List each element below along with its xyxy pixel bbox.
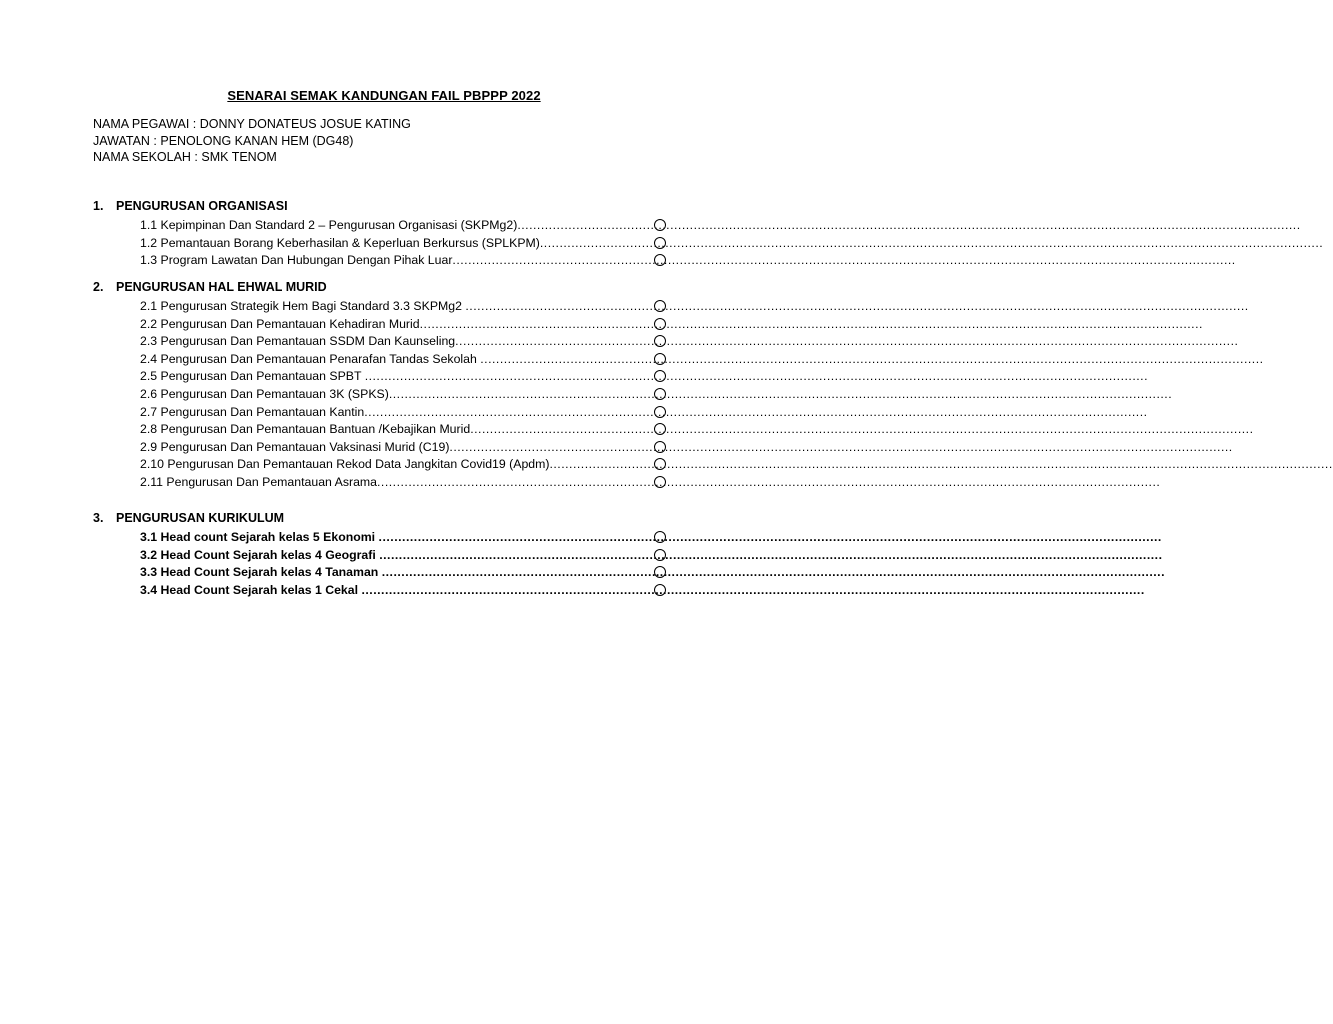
dotted-leader: ........................................................................................................................................................................................................ [452,253,1236,268]
checkbox-circle-icon[interactable] [654,531,666,543]
checkbox-circle-icon[interactable] [654,353,666,365]
checkbox-circle-icon[interactable] [654,406,666,418]
checklist-item-label: 3.3 Head Count Sejarah kelas 4 Tanaman [140,565,382,580]
checkbox-circle-icon[interactable] [654,584,666,596]
dotted-leader: ........................................................................................................................................................................................................ [381,565,1166,580]
dotted-leader: ........................................................................................................................................................................................................ [377,474,1161,489]
checklist-item-label: 2.7 Pengurusan Dan Pemantauan Kantin [140,404,365,419]
officer-info [93,116,411,166]
checklist-item-label: 2.5 Pengurusan Dan Pemantauan SPBT [140,369,365,384]
checklist-item-label: 2.8 Pengurusan Dan Pemantauan Bantuan /Kebajikan Murid [140,422,471,437]
dotted-leader: ........................................................................................................................................................................................................ [361,582,1145,597]
checklist-item [93,529,1162,547]
checklist-item [93,404,1148,422]
checkbox-circle-icon[interactable] [654,237,666,249]
checklist-item [93,439,1233,457]
checkbox-circle-icon[interactable] [654,300,666,312]
dotted-leader: ........................................................................................................................................................................................................ [517,218,1301,232]
checkbox-circle-icon[interactable] [654,318,666,330]
officer-name-line: NAMA PEGAWAI : DONNY DONATEUS JOSUE KATING [93,117,411,131]
checklist-item-label: 3.2 Head Count Sejarah kelas 4 Geografi [140,547,380,562]
checklist-item [93,333,1239,351]
dotted-leader: ........................................................................................................................................................................................................ [379,547,1163,562]
section-number: 1. [93,199,104,213]
dotted-leader: ........................................................................................................................................................................................................ [480,351,1264,366]
checklist-item-label: 2.6 Pengurusan Dan Pemantauan 3K (SPKS) [140,386,389,401]
checklist-item-label: 1.3 Program Lawatan Dan Hubungan Dengan Pihak Luar [140,253,453,268]
dotted-leader: ........................................................................................................................................................................................................ [388,386,1173,401]
checklist-item [93,368,1148,386]
checklist-item-label: 2.1 Pengurusan Strategik Hem Bagi Standard 3.3 SKPMg2 [140,299,466,313]
dotted-leader: ........................................................................................................................................................................................................ [378,530,1162,544]
section-title: PENGURUSAN KURIKULUM [116,511,285,525]
checklist-item-label: 3.4 Head Count Sejarah kelas 1 Cekal [140,582,362,597]
dotted-leader: ........................................................................................................................................................................................................ [539,235,1324,250]
checklist-item [93,474,1161,492]
dotted-leader: ........................................................................................................................................................................................................ [465,299,1249,313]
checklist-item [93,316,1203,334]
checklist-item-label: 2.4 Pengurusan Dan Pemantauan Penarafan Tandas Sekolah [140,351,481,366]
dotted-leader: ........................................................................................................................................................................................................ [364,404,1148,419]
checklist-item [93,351,1264,369]
checklist-item [93,547,1163,565]
checklist-item [93,235,1324,253]
checklist-item-label: 2.11 Pengurusan Dan Pemantauan Asrama [140,474,377,489]
section-pengurusan-hal-ehwal-murid [93,280,1333,492]
dotted-leader: ........................................................................................................................................................................................................ [364,369,1148,384]
section-heading [93,511,683,529]
checklist-item-label: 2.9 Pengurusan Dan Pemantauan Vaksinasi Murid (C19) [140,439,450,454]
dotted-leader: ........................................................................................................................................................................................................ [455,334,1239,349]
checklist-item [93,386,1173,404]
checklist-item [93,456,1333,474]
dotted-leader: ........................................................................................................................................................................................................ [419,316,1203,331]
section-title: PENGURUSAN ORGANISASI [116,199,288,213]
checklist-item-label: 1.2 Pemantauan Borang Keberhasilan & Keperluan Berkursus (SPLKPM) [140,235,540,250]
checklist-item-label: 2.2 Pengurusan Dan Pemantauan Kehadiran Murid [140,316,420,331]
checkbox-circle-icon[interactable] [654,476,666,488]
section-title: PENGURUSAN HAL EHWAL MURID [116,280,327,294]
checkbox-circle-icon[interactable] [654,219,666,231]
section-heading [93,199,683,217]
dotted-leader: ........................................................................................................................................................................................................ [549,457,1333,472]
checklist-item-label: 2.10 Pengurusan Dan Pemantauan Rekod Data Jangkitan Covid19 (Apdm) [140,457,550,472]
section-pengurusan-kurikulum [93,511,1166,599]
section-number: 3. [93,511,104,525]
checklist-item [93,217,1301,235]
checklist-item [93,252,1236,270]
checklist-item-label: 3.1 Head count Sejarah kelas 5 Ekonomi [140,530,379,544]
checkbox-circle-icon[interactable] [654,441,666,453]
section-number: 2. [93,280,104,294]
checklist-item [93,421,1254,439]
checkbox-circle-icon[interactable] [654,388,666,400]
checklist-item [93,564,1166,582]
checklist-item-label: 2.3 Pengurusan Dan Pemantauan SSDM Dan Kaunseling [140,334,456,349]
section-pengurusan-organisasi [93,199,1324,270]
checklist-item [93,582,1145,600]
section-heading [93,280,683,298]
checkbox-circle-icon[interactable] [654,549,666,561]
document-title: SENARAI SEMAK KANDUNGAN FAIL PBPPP 2022 [227,88,541,103]
dotted-leader: ........................................................................................................................................................................................................ [470,422,1254,437]
checklist-item-label: 1.1 Kepimpinan Dan Standard 2 – Pengurusan Organisasi (SKPMg2) [140,218,518,232]
officer-position-line: JAWATAN : PENOLONG KANAN HEM (DG48) [93,133,354,148]
dotted-leader: ........................................................................................................................................................................................................ [449,439,1233,454]
checklist-item [93,298,1249,316]
school-name-line: NAMA SEKOLAH : SMK TENOM [93,150,277,164]
